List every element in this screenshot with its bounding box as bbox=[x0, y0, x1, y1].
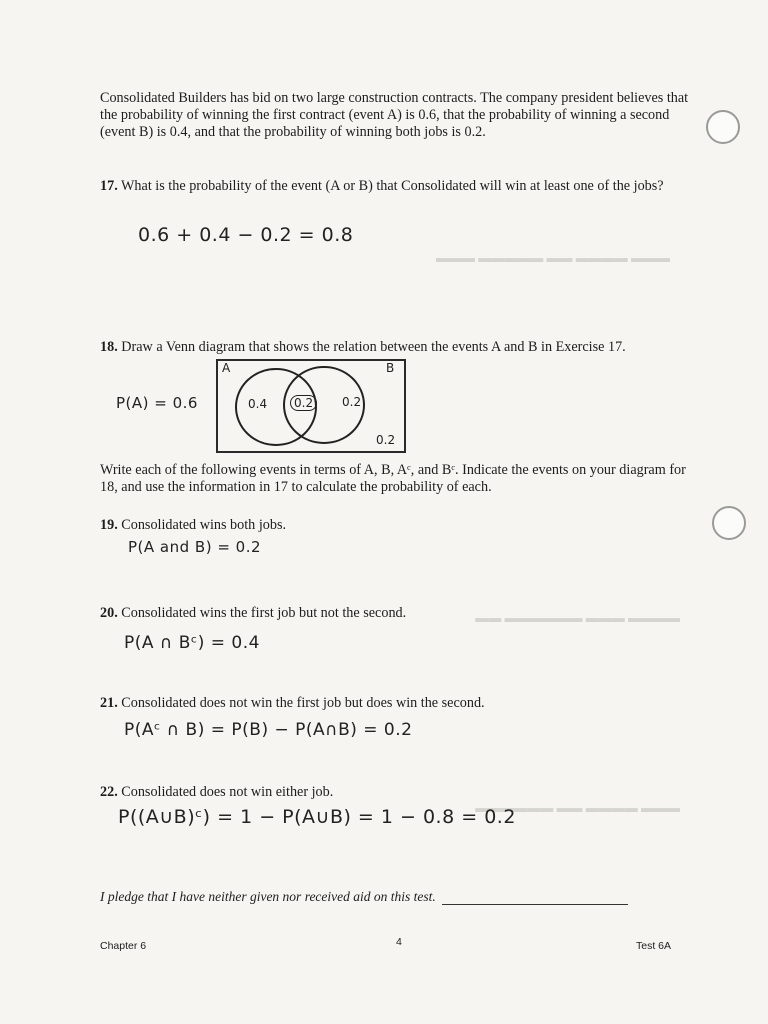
question-text: Consolidated does not win the first job but does win the second. bbox=[121, 695, 485, 711]
question-17 bbox=[100, 178, 692, 195]
region-neither: 0.2 bbox=[376, 433, 396, 447]
answer-22: P((A∪B)ᶜ) = 1 − P(A∪B) = 1 − 0.8 = 0.2 bbox=[118, 806, 516, 828]
footer-chapter: Chapter 6 bbox=[100, 940, 147, 952]
pledge bbox=[100, 889, 700, 905]
footer-test-id: Test 6A bbox=[636, 940, 672, 952]
signature-line[interactable] bbox=[442, 892, 628, 905]
region-both: 0.2 bbox=[290, 395, 317, 411]
footer-page-number: 4 bbox=[396, 936, 402, 948]
pledge-text: I pledge that I have neither given nor received aid on this test. bbox=[100, 889, 436, 904]
question-number: 20. bbox=[100, 605, 118, 621]
question-18 bbox=[100, 339, 660, 356]
question-number: 17. bbox=[100, 178, 118, 194]
question-number: 18. bbox=[100, 339, 118, 355]
answer-17: 0.6 + 0.4 − 0.2 = 0.8 bbox=[138, 224, 354, 246]
answer-21: P(Aᶜ ∩ B) = P(B) − P(A∩B) = 0.2 bbox=[124, 720, 413, 740]
bleed-through-text: ▬▬▬▬ ▬▬▬ ▬▬▬▬▬▬ ▬▬ bbox=[475, 610, 680, 625]
question-number: 21. bbox=[100, 695, 118, 711]
bleed-through-text: ▬▬▬ ▬▬▬▬ ▬▬ ▬▬▬▬▬▬ bbox=[475, 800, 680, 815]
region-only-a: 0.4 bbox=[248, 397, 268, 411]
side-note-pa: P(A) = 0.6 bbox=[116, 394, 198, 412]
instructions-text: Write each of the following events in terms of A, B, Aᶜ, and Bᶜ. Indicate the events on your diagram for 18, and use the information in 17 to calculate the probability of each. bbox=[100, 462, 686, 495]
question-20 bbox=[100, 605, 692, 622]
question-number: 19. bbox=[100, 517, 118, 533]
question-text: Draw a Venn diagram that shows the relation between the events A and B in Exercise 17. bbox=[121, 339, 626, 355]
punch-hole bbox=[712, 506, 746, 540]
answer-19: P(A and B) = 0.2 bbox=[128, 538, 262, 556]
question-text: Consolidated wins both jobs. bbox=[121, 517, 287, 533]
set-label-b: B bbox=[386, 361, 395, 375]
punch-hole bbox=[706, 110, 740, 144]
question-text: Consolidated does not win either job. bbox=[121, 784, 334, 800]
region-only-b: 0.2 bbox=[342, 395, 362, 409]
question-text: What is the probability of the event (A or B) that Consolidated will win at least one of the jobs? bbox=[121, 178, 664, 194]
intro-text: Consolidated Builders has bid on two large construction contracts. The company president believes that the probability of winning the first contract (event A) is 0.6, that the probability of winning a second (event B) is 0.4, and that the probability of winning both jobs is 0.2. bbox=[100, 90, 689, 140]
question-21 bbox=[100, 695, 692, 712]
venn-diagram bbox=[216, 359, 406, 453]
question-19 bbox=[100, 517, 692, 534]
question-text: Consolidated wins the first job but not the second. bbox=[121, 605, 407, 621]
bleed-through-text: ▬▬▬ ▬▬▬▬ ▬▬ ▬▬▬▬▬ ▬▬▬ bbox=[436, 250, 670, 265]
question-number: 22. bbox=[100, 784, 118, 800]
set-label-a: A bbox=[222, 361, 231, 375]
problem-intro bbox=[100, 90, 692, 141]
instructions bbox=[100, 462, 692, 496]
answer-20: P(A ∩ Bᶜ) = 0.4 bbox=[124, 633, 260, 653]
question-22 bbox=[100, 784, 692, 801]
